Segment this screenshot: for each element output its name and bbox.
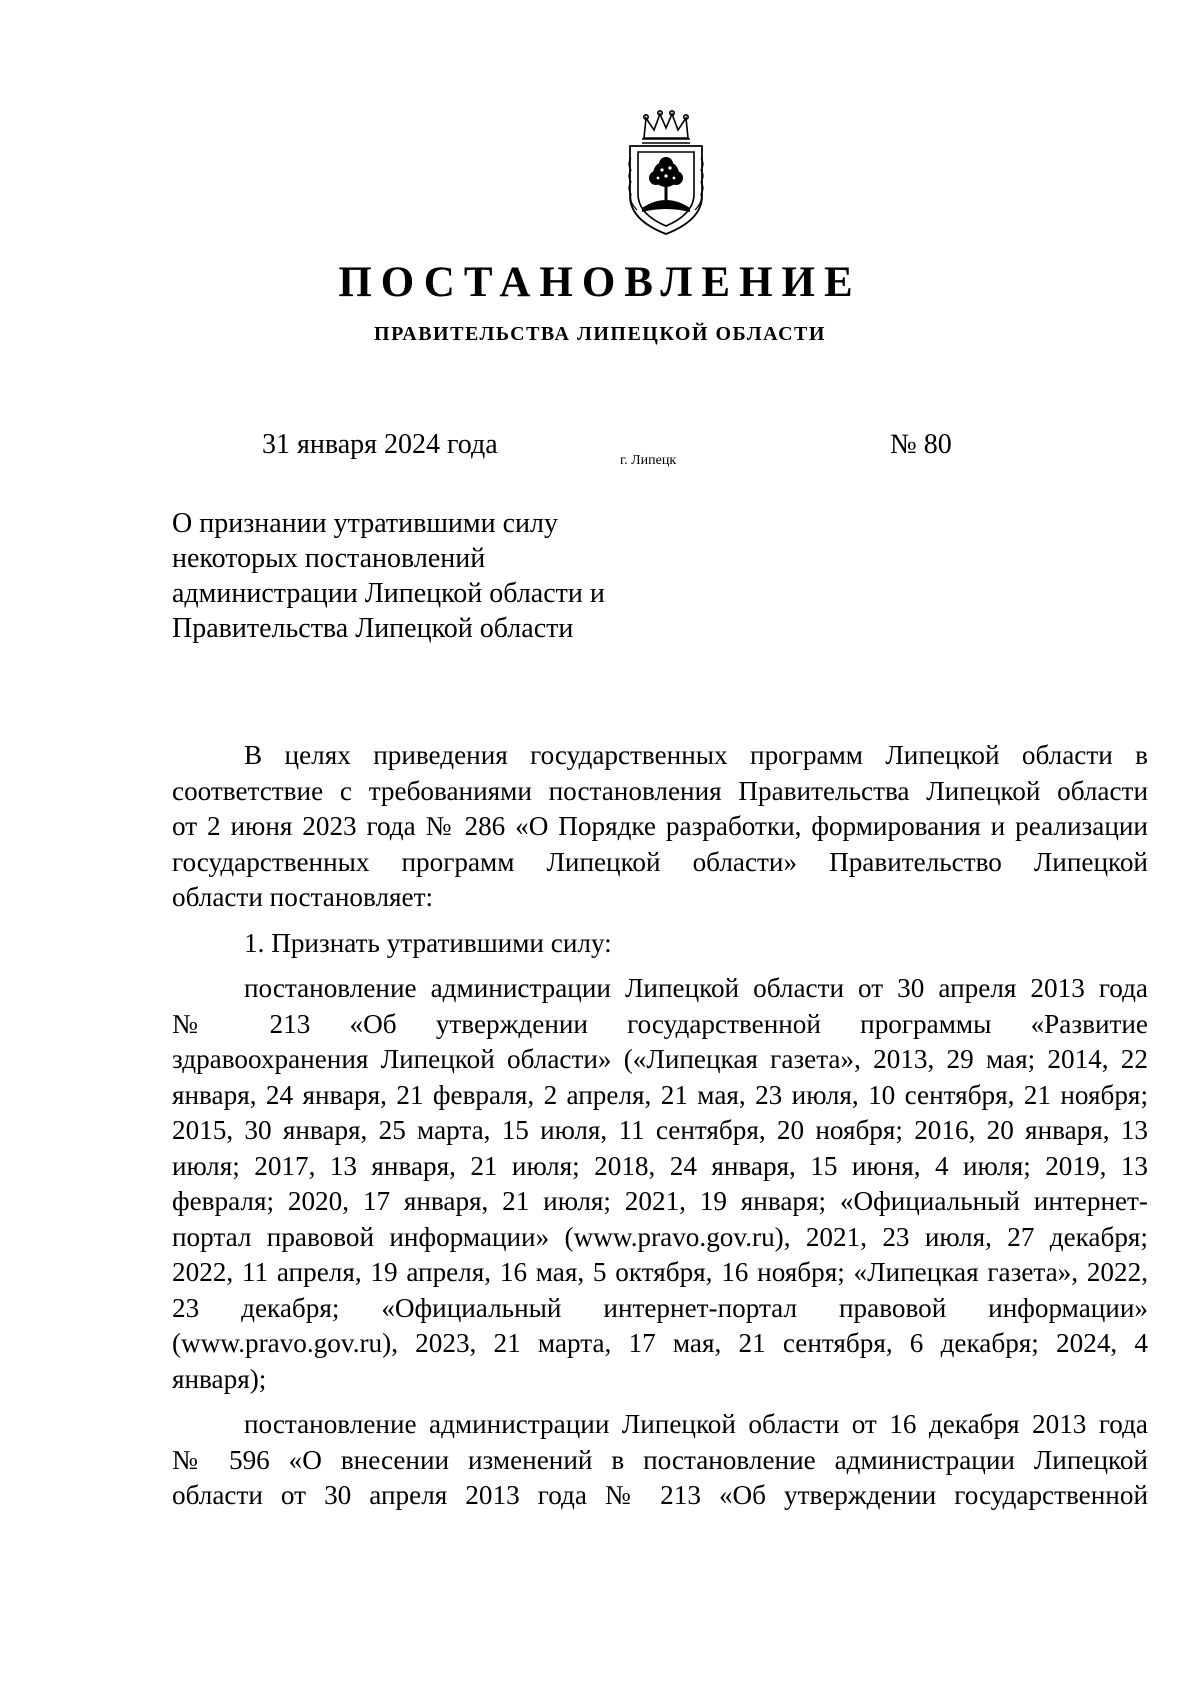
document-body bbox=[172, 738, 1148, 1524]
document-title: ПОСТАНОВЛЕНИЕ bbox=[338, 259, 862, 306]
text-line: постановление администрации Липецкой области от 16 декабря 2013 года bbox=[244, 1409, 1148, 1439]
text-line: области от 30 апреля 2013 года № 213 «Об утверждении государственной bbox=[172, 1480, 1148, 1510]
text-line: постановление администрации Липецкой области от 30 апреля 2013 года bbox=[244, 973, 1148, 1003]
text-line: портал правовой информации» (www.pravo.gov.ru), 2021, 23 июля, 27 декабря; bbox=[172, 1221, 1148, 1252]
decree-paragraph-1 bbox=[172, 971, 1148, 1397]
document-number: № 80 bbox=[890, 429, 952, 460]
text-line: 23 декабря; «Официальный интернет-портал правовой информации» bbox=[172, 1292, 1148, 1323]
document-subject bbox=[172, 506, 632, 646]
text-line: здравоохранения Липецкой области» («Липецкая газета», 2013, 29 мая; 2014, 22 bbox=[172, 1044, 1148, 1074]
text-line: от 2 июня 2023 года № 286 «О Порядке разработки, формирования и реализации bbox=[172, 811, 1148, 841]
text-line: В целях приведения государственных программ Липецкой области в bbox=[244, 740, 1148, 770]
text-line: (www.pravo.gov.ru), 2023, 21 марта, 17 мая, 21 сентября, 6 декабря; 2024, 4 bbox=[172, 1328, 1148, 1358]
document-date: 31 января 2024 года bbox=[262, 429, 498, 460]
subject-line: некоторых постановлений bbox=[172, 543, 486, 574]
text-line: июля; 2017, 13 января, 21 июля; 2018, 24 января, 15 июня, 4 июля; 2019, 13 bbox=[172, 1150, 1148, 1181]
subject-line: Правительства Липецкой области bbox=[172, 613, 574, 644]
lipetsk-coat-of-arms-icon bbox=[622, 108, 710, 238]
text-line: государственных программ Липецкой области» Правительство Липецкой bbox=[172, 846, 1148, 877]
text-line: области постановляет: bbox=[172, 882, 434, 912]
decree-paragraph-2 bbox=[172, 1407, 1148, 1514]
text-line: № 213 «Об утверждении государственной программы «Развитие bbox=[172, 1008, 1148, 1039]
text-line: января, 24 января, 21 февраля, 2 апреля, 21 мая, 23 июля, 10 сентября, 21 ноября; bbox=[172, 1079, 1148, 1110]
text-line: 2015, 30 января, 25 марта, 15 июля, 11 сентября, 20 ноября; 2016, 20 января, 13 bbox=[172, 1115, 1148, 1145]
text-line: 2022, 11 апреля, 19 апреля, 16 мая, 5 октября, 16 ноября; «Липецкая газета», 2022, bbox=[172, 1257, 1148, 1287]
text-line: № 596 «О внесении изменений в постановление администрации Липецкой bbox=[172, 1444, 1148, 1475]
preamble-paragraph bbox=[172, 738, 1148, 916]
subject-line: администрации Липецкой области и bbox=[172, 578, 605, 609]
text-line: февраля; 2020, 17 января, 21 июля; 2021, 19 января; «Официальный интернет- bbox=[172, 1186, 1148, 1216]
subject-line: О признании утратившими силу bbox=[172, 508, 558, 539]
document-city: г. Липецк bbox=[620, 453, 677, 468]
item-1: 1. Признать утратившими силу: bbox=[244, 927, 612, 958]
text-line: января); bbox=[172, 1363, 267, 1394]
document-subtitle: ПРАВИТЕЛЬСТВА ЛИПЕЦКОЙ ОБЛАСТИ bbox=[374, 323, 826, 345]
text-line: соответствие с требованиями постановления Правительства Липецкой области bbox=[172, 775, 1148, 806]
